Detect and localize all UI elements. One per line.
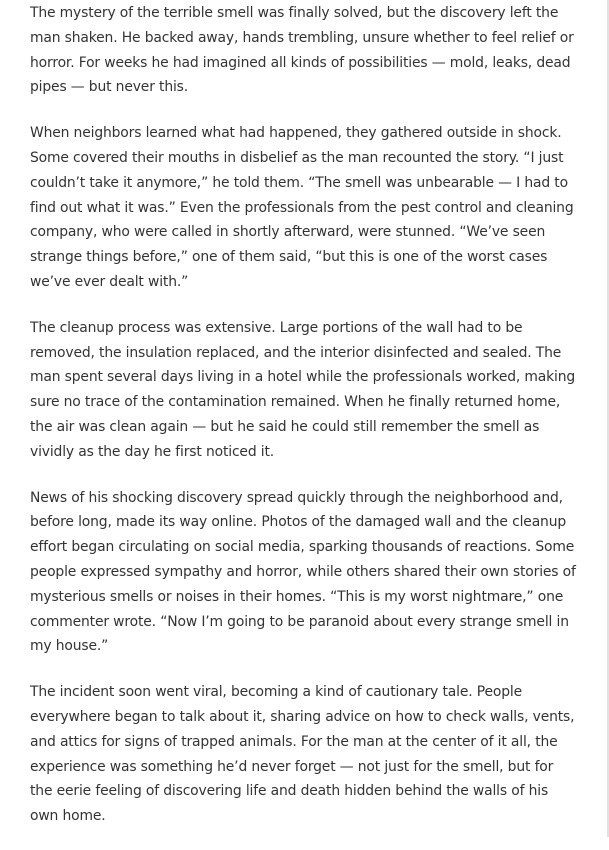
paragraph-5: The incident soon went viral, becoming a kind of cautionary tale. People everywhere began to talk about it, sharing advice on how to check walls, vents, and attics for signs of trapped animals. For the man at the center of it all, the experience was something he’d never forget — not just for the smell, but for the eerie feeling of discovering life and death hidden behind the walls of his own home.	[30, 684, 575, 825]
paragraph-1: The mystery of the terrible smell was finally solved, but the discovery left the man shaken. He backed away, hands trembling, unsure whether to feel relief or horror. For weeks he had imagined all kinds of possibilities — mold, leaks, dead pipes — but never this.	[30, 5, 574, 96]
paragraph-2: When neighbors learned what had happened, they gathered outside in shock. Some covered their mouths in disbelief as the man recounted the story. “I just couldn’t take it anymore,” he told them. “The smell was unbearable — I had to find out what it was.” Even the professionals from the pest control and cleaning company, who were called in shortly afterward, were stunned. “We’ve seen strange things before,” one of them said, “but this is one of the worst cases we’ve ever dealt with.”	[30, 125, 574, 290]
article-body	[30, 0, 578, 850]
paragraph-3: The cleanup process was extensive. Large portions of the wall had to be removed, the insulation replaced, and the interior disinfected and sealed. The man spent several days living in a hotel while the professionals worked, making sure no trace of the contamination remained. When he finally returned home, the air was clean again — but he said he could still remember the smell as vividly as the day he first noticed it.	[30, 319, 576, 460]
paragraph-4: News of his shocking discovery spread quickly through the neighborhood and, before long, made its way online. Photos of the damaged wall and the cleanup effort began circulating on social media, sparking thousands of reactions. Some people expressed sympathy and horror, while others shared their own stories of mysterious smells or noises in their homes. “This is my worst nightmare,” one commenter wrote. “Now I’m going to be paranoid about every strange smell in my house.”	[30, 489, 576, 655]
